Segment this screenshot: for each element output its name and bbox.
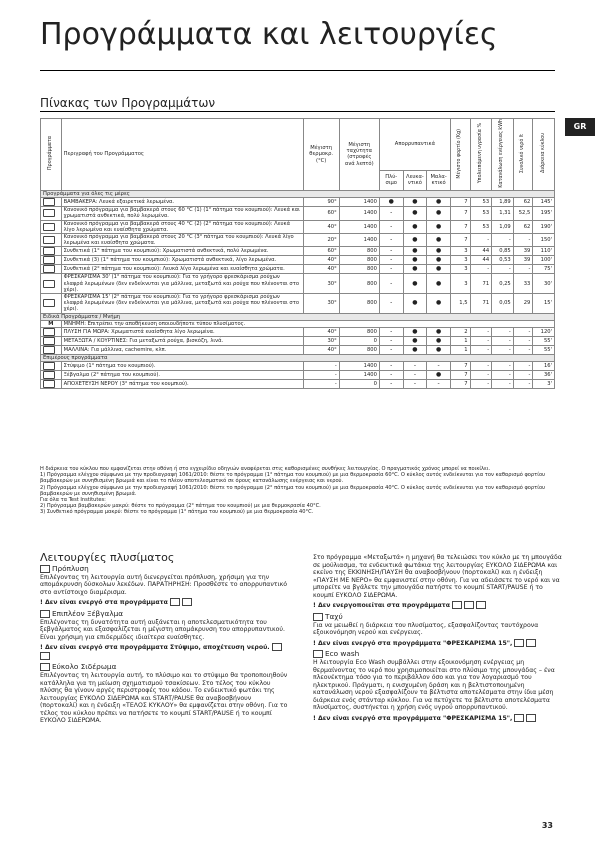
cell-res: - (470, 371, 492, 380)
cell-speed: 1400 (339, 362, 379, 371)
table-memory-row (41, 320, 555, 327)
cell-en: - (492, 265, 514, 274)
cell-temp: 30° (303, 274, 339, 294)
cell-load: 7 (450, 207, 470, 220)
table-row (41, 362, 555, 371)
row-description: Κανονικό πρόγραμμα για βαμβακερά στους 60 °C (1) (1° πάτημα του κουμπιού): Λευκά και χρωματιστά ανθεκτικά, πολύ λερωμένα. (61, 207, 303, 220)
cell-en: - (492, 371, 514, 380)
cell-b: ● (403, 293, 427, 313)
row-description: ΒΑΜΒΑΚΕΡΑ: Λευκά εξαιρετικά λερωμένα. (61, 198, 303, 207)
cell-res: - (470, 345, 492, 354)
program-icon (41, 380, 62, 389)
table-section-row (41, 190, 555, 197)
cell-b: ● (403, 247, 427, 256)
cell-p: - (379, 336, 403, 345)
function-icon (313, 650, 323, 658)
cell-load: 7 (450, 371, 470, 380)
cell-s: ● (427, 327, 451, 336)
col-max-speed: Μέγιστη ταχύτητα (στροφές ανά λεπτό) (339, 119, 379, 191)
row-description: Στύψιμο (1° πάτημα του κουμπιού). (61, 362, 303, 371)
row-description: Συνθετικά (1° πάτημα του κουμπιού): Χρωματιστά ανθεκτικά, πολύ λερωμένα. (61, 247, 303, 256)
functions-heading: Λειτουργίες πλυσίματος (40, 551, 175, 564)
footnote: Για όλα τα Test Institutes: (40, 497, 106, 504)
table-section-row (41, 354, 555, 361)
cell-en: 0,05 (492, 293, 514, 313)
cell-s: ● (427, 293, 451, 313)
cell-res: - (470, 380, 492, 389)
cell-b: ● (403, 327, 427, 336)
function-title: Εύκολο Σιδέρωμα (52, 662, 117, 671)
cell-speed: 1400 (339, 233, 379, 246)
row-description: ΦΡΕΣΚΑΡΙΣΜΑ 15' (2° πάτημα του κουμπιού): Για το γρήγορο φρεσκάρισμα ρούχων ελαφρά λερωμένων (δεν ενδείκνυται για μάλλινα, μεταξωτά και ρούχα που πλένονται στο χέρι). (61, 293, 303, 313)
cell-speed: 800 (339, 247, 379, 256)
footnote: Η διάρκεια του κύκλου που εμφανίζεται στην οθόνη ή στο εγχειρίδιο οδηγιών αναφέρεται στις καθορισμένες συνθήκες λειτουργίας. Ο πραγματικός χρόνος μπορεί να ποικίλει. (40, 466, 491, 472)
cell-b: ● (403, 256, 427, 265)
cell-speed: 800 (339, 327, 379, 336)
cell-en: 1,09 (492, 220, 514, 233)
cell-load: 7 (450, 233, 470, 246)
memory-icon: M (41, 320, 62, 327)
cell-en: 0,53 (492, 256, 514, 265)
cell-b: - (403, 380, 427, 389)
cell-wat: 62 (513, 198, 533, 207)
row-description: ΜΕΤΑΞΩΤΑ / ΚΟΥΡΤΙΝΕΣ: Για μεταξωτά ρούχα, βισκόζη, λινά. (61, 336, 303, 345)
cell-speed: 1400 (339, 207, 379, 220)
program-icon (452, 601, 462, 609)
cell-res: 71 (470, 293, 492, 313)
cell-speed: 1400 (339, 371, 379, 380)
cell-load: 3 (450, 274, 470, 294)
cell-dur: 75' (533, 265, 555, 274)
cell-dur: 36' (533, 371, 555, 380)
program-icon (464, 601, 474, 609)
function-title: Πρόπλυση (52, 563, 89, 573)
cell-res: 71 (470, 274, 492, 294)
page-number: 33 (541, 821, 553, 830)
table-subtitle: Πίνακας των Προγραμμάτων (40, 96, 216, 110)
cell-en: 0,85 (492, 247, 514, 256)
program-icon (41, 327, 62, 336)
cell-temp: 60° (303, 207, 339, 220)
cell-wat: - (513, 265, 533, 274)
cell-b: ● (403, 345, 427, 354)
cell-res: 44 (470, 247, 492, 256)
cell-temp: 90° (303, 198, 339, 207)
cell-speed: 800 (339, 293, 379, 313)
subtitle-rule (40, 111, 555, 112)
cell-res: 53 (470, 207, 492, 220)
cell-dur: 55' (533, 336, 555, 345)
row-description: ΑΠΟΧΕΤΕΥΣΗ ΝΕΡΟΥ (3° πάτημα του κουμπιού). (61, 380, 303, 389)
cell-en: - (492, 233, 514, 246)
cell-en: - (492, 327, 514, 336)
cell-wat: - (513, 380, 533, 389)
table-row (41, 371, 555, 380)
table-row (41, 345, 555, 354)
cell-dur: 16' (533, 362, 555, 371)
cell-s: ● (427, 345, 451, 354)
cell-b: ● (403, 265, 427, 274)
cell-res: 44 (470, 256, 492, 265)
silk-program-note: ! Δεν ενεργοποιείται στα προγράμματα (313, 601, 563, 610)
cell-p: - (379, 233, 403, 246)
col-bleach: Λευκα-ντικό (403, 170, 427, 190)
cell-temp: 40° (303, 327, 339, 336)
cell-b: ● (403, 274, 427, 294)
cell-speed: 800 (339, 256, 379, 265)
cell-en: - (492, 362, 514, 371)
function-block (313, 650, 563, 722)
row-description: Κανονικό πρόγραμμα για βαμβακερά στους 20 °C (3° πάτημα του κουμπιού): Λευκά λίγο λερωμένα και ευαίσθητα χρώματα. (61, 233, 303, 246)
row-description: Συνθετικά (3) (1° πάτημα του κουμπιού): Χρωματιστά ανθεκτικά, λίγο λερωμένα. (61, 256, 303, 265)
cell-dur: 190' (533, 220, 555, 233)
program-icon (272, 643, 282, 651)
cell-b: ● (403, 207, 427, 220)
cell-load: 7 (450, 380, 470, 389)
cell-b: - (403, 371, 427, 380)
program-icon (476, 601, 486, 609)
cell-p: - (379, 371, 403, 380)
page-title: Προγράμματα και λειτουργίες (40, 17, 498, 52)
program-icon (40, 652, 50, 660)
cell-s: ● (427, 247, 451, 256)
function-icon (40, 610, 50, 618)
functions-left-column (40, 551, 290, 727)
cell-wat: - (513, 345, 533, 354)
silk-program-text: Στο πρόγραμμα «Μεταξωτά» η μηχανή θα τελειώσει τον κύκλο με τη μπουγάδα σε μούλιασμα, τα ενδεικτικά φωτάκια της λειτουργίας ΕΥΚΟΛΟ ΣΙΔΕΡΩΜΑ και εκείνο της ΕΚΚΙΝΗΣΗ/ΠΑΥΣΗ θα αναβοσβήνουν (πορτοκαλί) και η ένδειξη «ΠΑΥΣΗ ΜΕ ΝΕΡΟ» θα εμφανιστεί στην οθόνη. Για να αδειάσετε το νερό και να μπορείτε να βγάλετε την μπουγάδα πατήστε το κουμπί START/PAUSE ή το κουμπί ΕΥΚΟΛΟ ΣΙΔΕΡΩΜΑ. (313, 554, 562, 599)
function-note: ! Δεν είναι ενεργό στα προγράμματα "ΦΡΕΣΚΑΡΙΣΜΑ 15", (313, 639, 563, 648)
cell-p: ● (379, 198, 403, 207)
table-row (41, 256, 555, 265)
function-block (40, 663, 290, 725)
cell-en: - (492, 345, 514, 354)
cell-wat: 29 (513, 293, 533, 313)
table-row (41, 380, 555, 389)
cell-dur: 100' (533, 256, 555, 265)
cell-temp: 40° (303, 220, 339, 233)
cell-speed: 1400 (339, 220, 379, 233)
programs-table (40, 118, 555, 389)
program-icon (41, 293, 62, 313)
cell-wat: 52,5 (513, 207, 533, 220)
cell-speed: 1400 (339, 198, 379, 207)
row-description: Συνθετικά (2° πάτημα του κουμπιού): Λευκά λίγο λερωμένα και ευαίσθητα χρώματα. (61, 265, 303, 274)
function-title: Eco wash (325, 649, 360, 658)
cell-res: - (470, 362, 492, 371)
cell-speed: 800 (339, 274, 379, 294)
cell-load: 2 (450, 327, 470, 336)
cell-dur: 145' (533, 198, 555, 207)
cell-res: 53 (470, 198, 492, 207)
program-icon (526, 714, 536, 722)
row-description: ΦΡΕΣΚΑΡΙΣΜΑ 30' (1° πάτημα του κουμπιού): Για το γρήγορο φρεσκάρισμα ρούχων ελαφρά λερωμένων (δεν ενδείκνυται για μάλλινα, μεταξωτά και ρούχα που πλένονται στο χέρι). (61, 274, 303, 294)
col-duration: Διάρκεια κύκλου (533, 119, 555, 191)
function-title: Επιπλέον Ξέβγαλμα (52, 608, 124, 618)
program-icon (526, 639, 536, 647)
cell-res: - (470, 233, 492, 246)
col-description: Περιγραφή του Προγράμματος (61, 119, 303, 191)
col-prewash: Πλύ-σιμο (379, 170, 403, 190)
function-body: Επιλέγοντας τη λειτουργία αυτή, το πλύσιμο και το στύψιμο θα τροποποιηθούν κατάλληλα για τη μείωση σχηματισμού τσακίσεων. Στο τέλος του κύκλου πλύσης θα γίνουν αργές περιστροφές του κάδου. Το ενδεικτικό φωτάκι της λειτουργίας ΕΥΚΟΛΟ ΣΙΔΕΡΩΜΑ και START/PAUSE θα αναβοσβήνουν (πορτοκαλί) και η ένδειξη «ΤΕΛΟΣ ΚΥΚΛΟΥ» θα εμφανίζεται στην οθόνη. Για το τέλος του κύκλου πρέπει να πατήσετε το κουμπί START/PAUSE ή το κουμπί ΕΥΚΟΛΟ ΣΙΔΕΡΩΜΑ. (40, 672, 288, 724)
cell-dur: 15' (533, 293, 555, 313)
cell-temp: 40° (303, 345, 339, 354)
functions-right-column (313, 554, 563, 724)
cell-load: 1 (450, 336, 470, 345)
program-icon (514, 714, 524, 722)
col-softener: Μαλα-κτικό (427, 170, 451, 190)
col-detergents: Απορρυπαντικά (379, 119, 450, 171)
function-block (40, 610, 290, 661)
function-icon (40, 565, 50, 573)
cell-load: 7 (450, 198, 470, 207)
cell-wat: 62 (513, 220, 533, 233)
section-label: Προγράμματα για όλες τις μέρες (41, 190, 555, 197)
col-energy: Κατανάλωση ενέργειας kWh (492, 119, 514, 191)
cell-speed: 0 (339, 380, 379, 389)
footnote: 3) Συνθετικό πρόγραμμα μακρύ: θέστε το πρόγραμμα (1° πάτημα του κουμπιού) με μια θερμοκρασία 40°C. (40, 509, 314, 516)
cell-s: - (427, 362, 451, 371)
cell-wat: - (513, 327, 533, 336)
language-tab: GR (565, 118, 595, 136)
cell-load: 3 (450, 247, 470, 256)
cell-en: - (492, 380, 514, 389)
cell-temp: - (303, 362, 339, 371)
cell-s: ● (427, 336, 451, 345)
cell-s: ● (427, 371, 451, 380)
table-row (41, 265, 555, 274)
cell-s: ● (427, 256, 451, 265)
cell-p: - (379, 265, 403, 274)
cell-wat: 33 (513, 274, 533, 294)
cell-temp: - (303, 380, 339, 389)
cell-s: ● (427, 207, 451, 220)
table-row (41, 293, 555, 313)
cell-p: - (379, 247, 403, 256)
function-note: ! Δεν είναι ενεργό στα προγράμματα (40, 598, 290, 607)
row-description: ΠΛΥΣΗ ΓΙΑ ΜΩΡΑ: Χρωματιστά ευαίσθητα λίγο λερωμένα. (61, 327, 303, 336)
cell-dur: 150' (533, 233, 555, 246)
row-description: Ξέβγαλμα (2° πάτημα του κουμπιού). (61, 371, 303, 380)
cell-load: 1 (450, 345, 470, 354)
cell-b: ● (403, 233, 427, 246)
table-row (41, 207, 555, 220)
cell-s: ● (427, 265, 451, 274)
cell-load: 1,5 (450, 293, 470, 313)
program-icon (41, 247, 62, 256)
table-row (41, 274, 555, 294)
cell-load: 7 (450, 220, 470, 233)
program-icon (41, 265, 62, 274)
cell-dur: 55' (533, 345, 555, 354)
function-body: Επιλέγοντας τη λειτουργία αυτή διενεργείται πρόπλυση, χρήσιμη για την απομάκρυνση δύσκολων λεκέδων. ΠΑΡΑΤΗΡΗΣΗ: Προσθέστε το απορρυπαντικό στο αντίστοιχο διαμέρισμα. (40, 573, 288, 596)
cell-wat: - (513, 371, 533, 380)
cell-dur: 195' (533, 207, 555, 220)
cell-res: 53 (470, 220, 492, 233)
function-body: Για να μειωθεί η διάρκεια του πλυσίματος, εξασφαλίζοντας ταυτόχρονα εξοικονόμηση νερού και ενέργειας. (313, 621, 539, 636)
cell-wat: - (513, 336, 533, 345)
cell-speed: 800 (339, 345, 379, 354)
cell-wat: 39 (513, 247, 533, 256)
cell-speed: 800 (339, 265, 379, 274)
function-body: Επιλέγοντας τη δυνατότητα αυτή αυξάνεται η αποτελεσματικότητα του ξεβγάλματος και εξασφαλίζεται η μέγιστη απομάκρυνση του απορρυπαντικού. Είναι χρήσιμη για επιδερμίδες ιδιαίτερα ευαίσθητες. (40, 618, 285, 641)
cell-p: - (379, 327, 403, 336)
col-water: Συνολικό νερό lt (513, 119, 533, 191)
table-row (41, 220, 555, 233)
cell-temp: 40° (303, 265, 339, 274)
cell-speed: 0 (339, 336, 379, 345)
cell-s: ● (427, 198, 451, 207)
col-max-temp: Μέγιστη θερμοκρ. (°C) (303, 119, 339, 191)
program-icon (41, 371, 62, 380)
row-description: Κανονικό πρόγραμμα για βαμβακερά στους 40 °C (2) (2° πάτημα του κουμπιού): Λευκά λίγο λερωμένα και ευαίσθητα χρώματα. (61, 220, 303, 233)
program-icon (41, 198, 62, 207)
footnote: 2) Πρόγραμμα βαμβακερών μακρύ: θέστε το πρόγραμμα (2° πάτημα του κουμπιού) με μια θερμοκρασία 40°C. (40, 503, 321, 510)
cell-p: - (379, 256, 403, 265)
table-section-row (41, 313, 555, 320)
function-note: ! Δεν είναι ενεργό στα προγράμματα "ΦΡΕΣΚΑΡΙΣΜΑ 15", (313, 714, 563, 723)
table-row (41, 247, 555, 256)
program-icon (514, 639, 524, 647)
program-icon (182, 598, 192, 606)
cell-wat: - (513, 362, 533, 371)
footnote: 1) Πρόγραμμα ελέγχου σύμφωνα με την προδιαγραφή 1061/2010: θέστε το πρόγραμμα (1° πάτημα του κουμπιού) με μια θερμοκρασία 60°C. Ο κύκλος αυτός ενδείκνυται για τον καθαρισμό φορτίου βαμβακερών με συνηθισμένη βρωμιά και είναι το πλέον αποτελεσματικό σε όρους κατανάλωσης ενέργειας και νερού. (40, 472, 546, 485)
footnotes (40, 466, 555, 516)
cell-b: ● (403, 220, 427, 233)
cell-res: - (470, 265, 492, 274)
cell-p: - (379, 293, 403, 313)
cell-s: ● (427, 220, 451, 233)
col-residual: Υπολειπόμενη υγρασία % (470, 119, 492, 191)
cell-temp: 20° (303, 233, 339, 246)
program-icon (41, 345, 62, 354)
title-rule (40, 70, 555, 71)
cell-en: 0,25 (492, 274, 514, 294)
cell-b: ● (403, 198, 427, 207)
function-block (40, 565, 290, 607)
col-max-load: Μέγιστο φορτίο (Kg) (450, 119, 470, 191)
cell-en: - (492, 336, 514, 345)
table-row (41, 233, 555, 246)
function-title: Ταχύ (325, 611, 343, 621)
cell-wat: 39 (513, 256, 533, 265)
cell-s: ● (427, 233, 451, 246)
cell-p: - (379, 362, 403, 371)
cell-p: - (379, 207, 403, 220)
program-icon (170, 598, 180, 606)
cell-wat: - (513, 233, 533, 246)
cell-dur: 120' (533, 327, 555, 336)
table-row (41, 336, 555, 345)
program-icon (41, 336, 62, 345)
function-body: Η λειτουργία Eco Wash συμβάλλει στην εξοικονόμηση ενέργειας μη θερμαίνοντας το νερό που χρησιμοποιείται στο πλύσιμο της μπουγάδας – ένα πλεονέκτημα τόσο για το περιβάλλον όσο και για τον λογαριασμό του ηλεκτρικού. Πράγματι, η ενισχυμένη δράση και η βελτιστοποιημένη κατανάλωση νερού εξασφαλίζουν τα βέλτιστα αποτελέσματα στην ίδια μέση διάρκεια ενός στάνταρ κύκλου. Για να πετύχετε τα βέλτιστα αποτελέσματα πλυσίματος, συστήνεται η χρήση ενός υγρού απορρυπαντικού. (313, 659, 555, 711)
function-block (313, 613, 563, 648)
cell-dur: 30' (533, 274, 555, 294)
program-icon (41, 256, 62, 265)
cell-b: - (403, 362, 427, 371)
cell-dur: 110' (533, 247, 555, 256)
cell-temp: 30° (303, 336, 339, 345)
program-icon (41, 220, 62, 233)
cell-en: 1,31 (492, 207, 514, 220)
function-icon (313, 613, 323, 621)
row-description: ΜΑΛΛΙΝΑ: Για μάλλινα, cachemire, κλπ. (61, 345, 303, 354)
col-programs: Προγράμματα (41, 119, 62, 191)
cell-res: - (470, 336, 492, 345)
cell-temp: 60° (303, 247, 339, 256)
program-icon (41, 362, 62, 371)
section-label: Επιμέρους προγράμματα (41, 354, 555, 361)
program-icon (41, 207, 62, 220)
function-note: ! Δεν είναι ενεργό στα προγράμματα Στύψιμο, αποχέτευση νερού. (40, 643, 290, 660)
program-icon (41, 274, 62, 294)
table-row (41, 327, 555, 336)
cell-s: ● (427, 274, 451, 294)
cell-p: - (379, 274, 403, 294)
cell-load: 3 (450, 265, 470, 274)
section-label: Ειδικά Προγράμματα / Μνήμη (41, 313, 555, 320)
table-row (41, 198, 555, 207)
cell-dur: 3' (533, 380, 555, 389)
memory-label: ΜΝΗΜΗ: Επιτρέπει την αποθήκευση οποιουδήποτε τύπου πλυσίματος. (61, 320, 554, 327)
cell-b: ● (403, 336, 427, 345)
function-icon (40, 663, 50, 671)
program-icon (41, 233, 62, 246)
cell-load: 3 (450, 256, 470, 265)
cell-temp: - (303, 371, 339, 380)
cell-p: - (379, 345, 403, 354)
cell-temp: 40° (303, 256, 339, 265)
cell-res: - (470, 327, 492, 336)
cell-temp: 30° (303, 293, 339, 313)
footnote: 2) Πρόγραμμα ελέγχου σύμφωνα με την προδιαγραφή 1061/2010: θέστε το πρόγραμμα (2° πάτημα του κουμπιού) με μια θερμοκρασία 40°C. Ο κύκλος αυτός ενδείκνυται για τον καθαρισμό φορτίου βαμβακερών με συνηθισμένη βρωμιά. (40, 484, 546, 497)
cell-s: - (427, 380, 451, 389)
cell-p: - (379, 220, 403, 233)
cell-en: 1,89 (492, 198, 514, 207)
cell-load: 7 (450, 362, 470, 371)
cell-p: - (379, 380, 403, 389)
